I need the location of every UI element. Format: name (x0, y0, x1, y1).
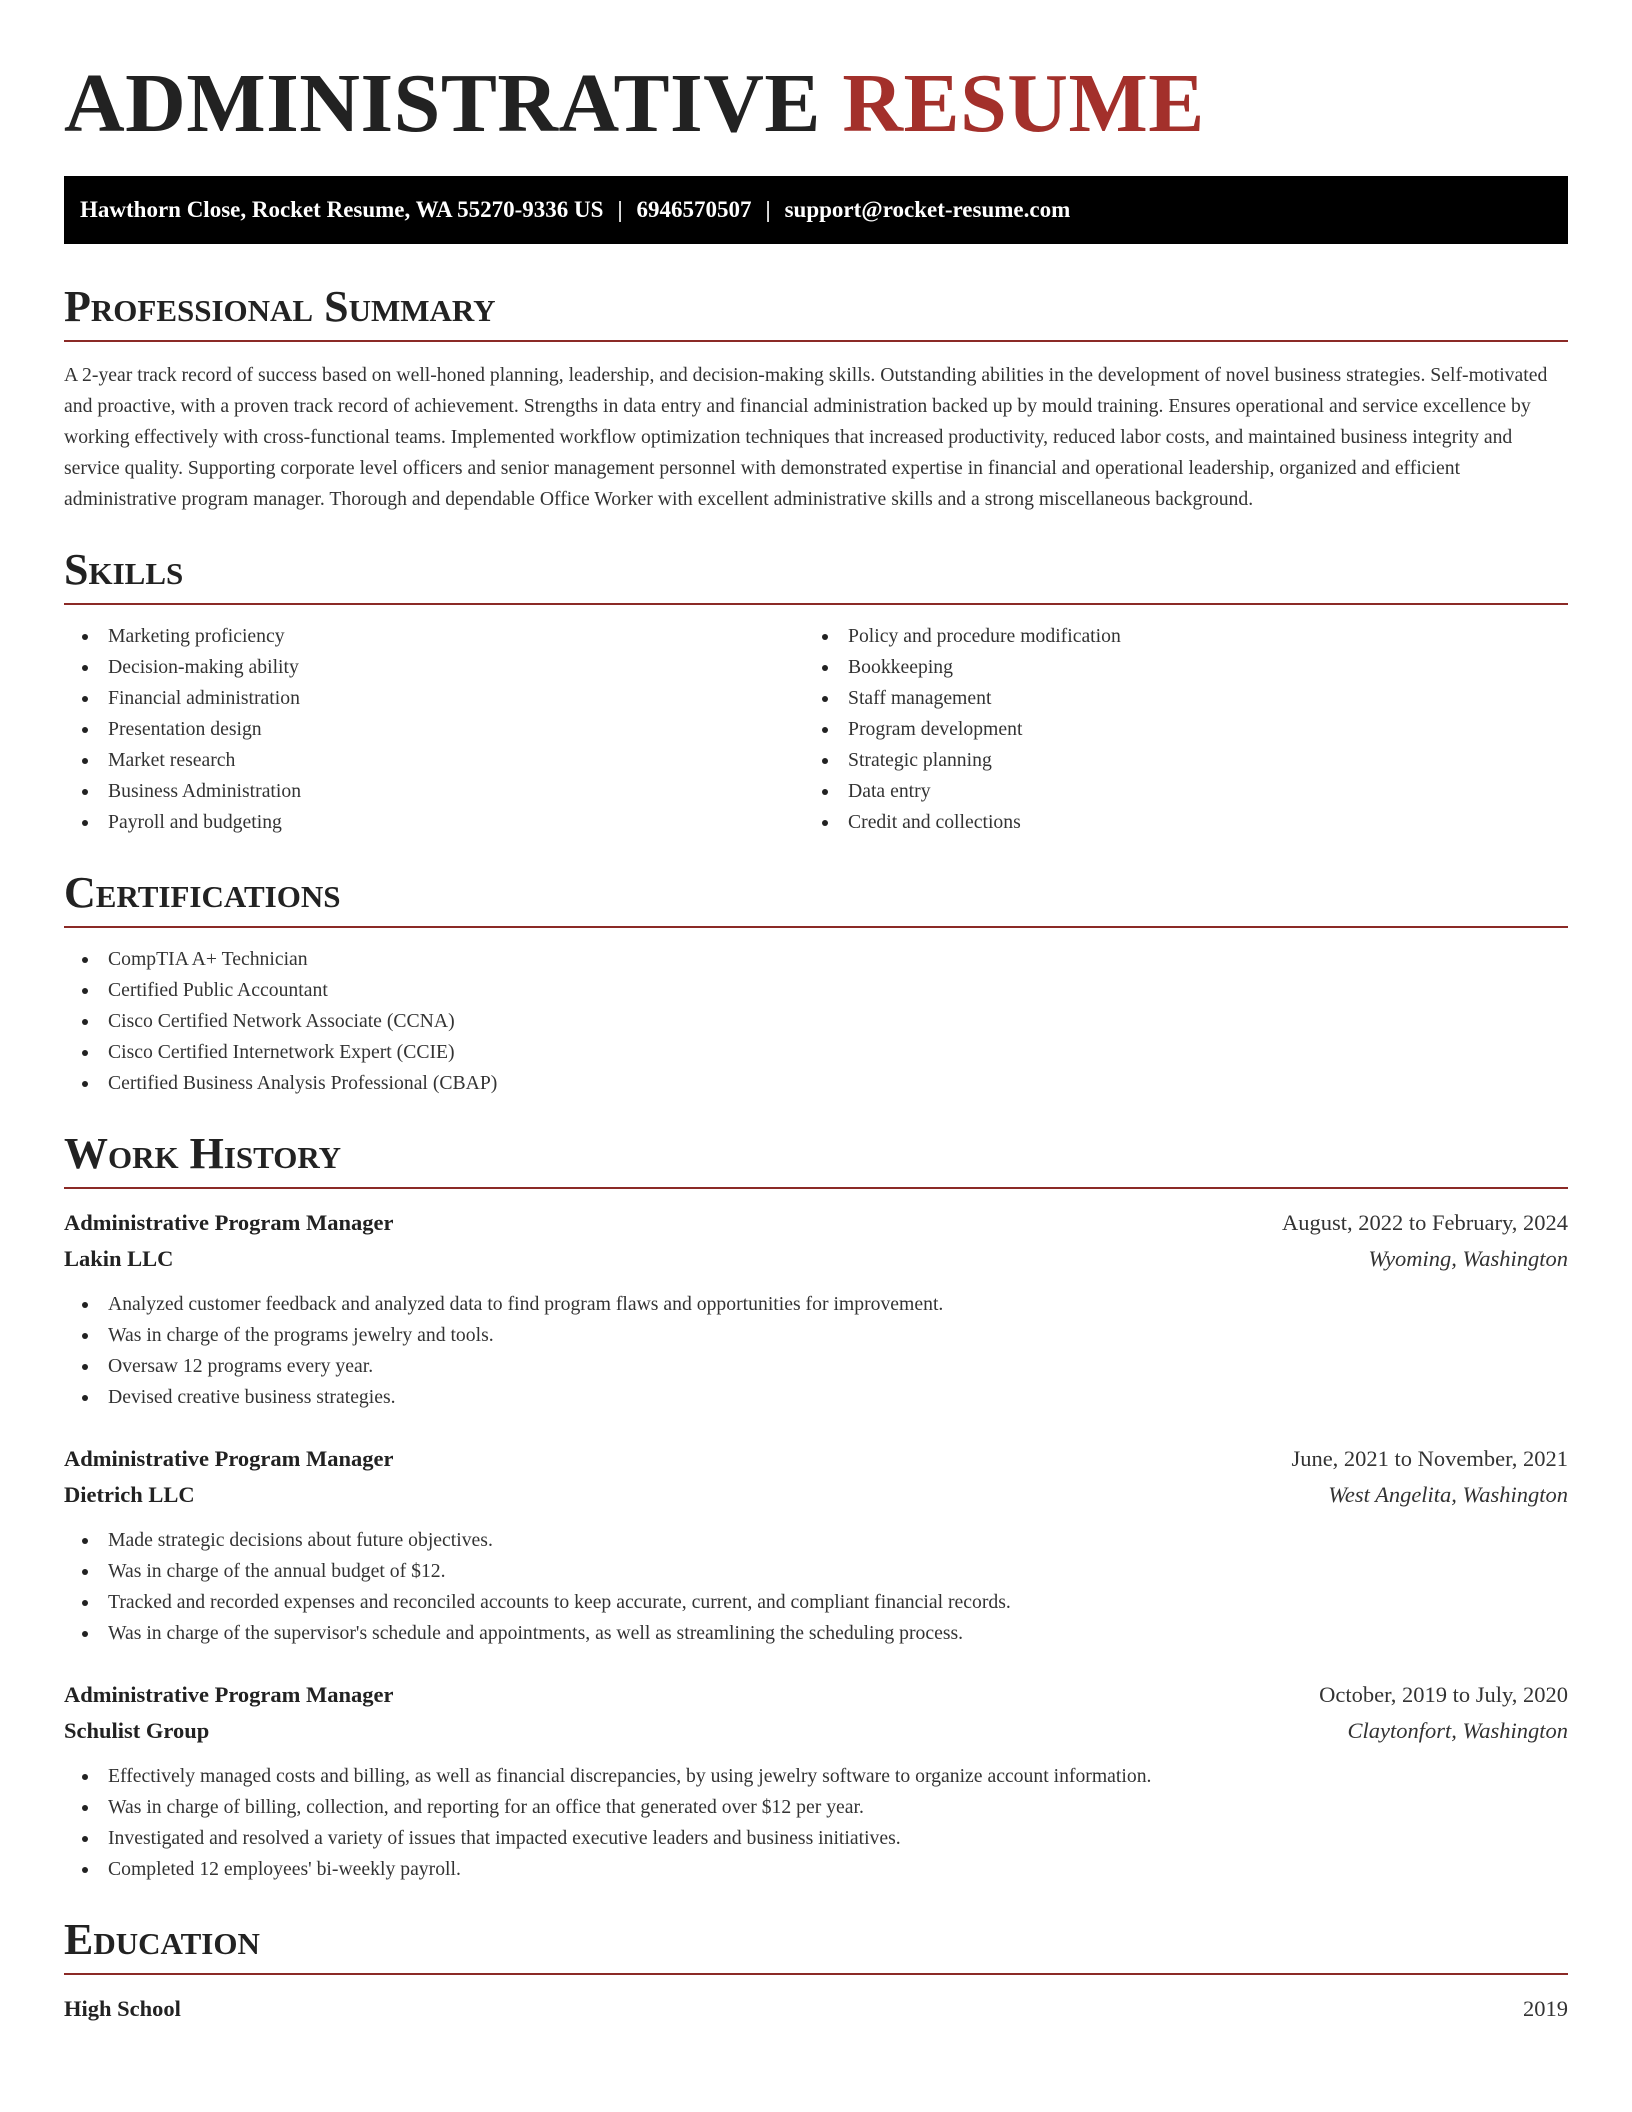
skill-item: Decision-making ability (64, 652, 804, 683)
job-location: West Angelita, Washington (1328, 1482, 1568, 1507)
contact-address: Hawthorn Close, Rocket Resume, WA 55270-9336 US (80, 197, 604, 222)
contact-email[interactable]: support@rocket-resume.com (784, 197, 1071, 222)
contact-phone: 6946570507 (636, 197, 752, 222)
contact-separator: | (617, 197, 623, 222)
skill-item: Marketing proficiency (64, 621, 804, 652)
job-company: Lakin LLC (64, 1246, 174, 1271)
job-bullet: Was in charge of the supervisor's schedule and appointments, as well as streamlining the scheduling process. (64, 1618, 1568, 1649)
job-entry (64, 1677, 1568, 1885)
job-header-row (64, 1677, 1568, 1713)
contact-separator: | (765, 197, 771, 222)
job-company: Schulist Group (64, 1718, 210, 1743)
education-heading: Education (64, 1915, 1568, 1975)
certifications-section (64, 868, 1568, 1099)
job-title: Administrative Program Manager (64, 1682, 394, 1707)
job-company-row (64, 1713, 1568, 1749)
job-bullet: Investigated and resolved a variety of issues that impacted executive leaders and business initiatives. (64, 1823, 1568, 1854)
job-title: Administrative Program Manager (64, 1210, 394, 1235)
certifications-heading: Certifications (64, 868, 1568, 928)
work-section (64, 1129, 1568, 1885)
job-bullet: Tracked and recorded expenses and reconciled accounts to keep accurate, current, and compliant financial records. (64, 1587, 1568, 1618)
skill-item: Financial administration (64, 683, 804, 714)
certification-item: CompTIA A+ Technician (64, 944, 1568, 975)
education-row (64, 1991, 1568, 2027)
certification-item: Cisco Certified Internetwork Expert (CCIE) (64, 1037, 1568, 1068)
skill-item: Market research (64, 745, 804, 776)
job-bullet: Analyzed customer feedback and analyzed data to find program flaws and opportunities for improvement. (64, 1289, 1568, 1320)
job-company-row (64, 1477, 1568, 1513)
job-entry (64, 1441, 1568, 1649)
skill-item: Data entry (804, 776, 1544, 807)
certification-item: Certified Public Accountant (64, 975, 1568, 1006)
skill-item: Policy and procedure modification (804, 621, 1544, 652)
job-company: Dietrich LLC (64, 1482, 195, 1507)
job-bullet: Completed 12 employees' bi-weekly payroll. (64, 1854, 1568, 1885)
certification-item: Cisco Certified Network Associate (CCNA) (64, 1006, 1568, 1037)
skills-columns (64, 621, 1568, 838)
title-accent: RESUME (842, 57, 1205, 150)
certification-item: Certified Business Analysis Professional (CBAP) (64, 1068, 1568, 1099)
skill-item: Business Administration (64, 776, 804, 807)
skill-item: Payroll and budgeting (64, 807, 804, 838)
resume-page (64, 54, 1568, 2027)
job-bullet: Was in charge of the programs jewelry and tools. (64, 1320, 1568, 1351)
job-bullets (64, 1761, 1568, 1885)
job-bullet: Effectively managed costs and billing, as well as financial discrepancies, by using jewelry software to organize account information. (64, 1761, 1568, 1792)
job-dates: June, 2021 to November, 2021 (1291, 1446, 1568, 1471)
job-company-row (64, 1241, 1568, 1277)
job-bullets (64, 1525, 1568, 1649)
skills-list-left (64, 621, 804, 838)
skills-heading: Skills (64, 545, 1568, 605)
skill-item: Credit and collections (804, 807, 1544, 838)
certifications-list (64, 944, 1568, 1099)
resume-title (64, 54, 1568, 154)
work-heading: Work History (64, 1129, 1568, 1189)
skill-item: Bookkeeping (804, 652, 1544, 683)
job-entry (64, 1205, 1568, 1413)
job-bullet: Devised creative business strategies. (64, 1382, 1568, 1413)
job-header-row (64, 1205, 1568, 1241)
skill-item: Presentation design (64, 714, 804, 745)
skills-list-right (804, 621, 1544, 838)
title-main: ADMINISTRATIVE (64, 57, 821, 150)
summary-text: A 2-year track record of success based on well-honed planning, leadership, and decision-making skills. Outstanding abilities in the development of novel business strategies. Self-motivated and proactive, with a proven track record of achievement. Strengths in data entry and financial administration backed up by mould training. Ensures operational and service excellence by working effectively with cross-functional teams. Implemented workflow optimization techniques that increased productivity, reduced labor costs, and maintained business integrity and service quality. Supporting corporate level officers and senior management personnel with demonstrated expertise in financial and operational leadership, organized and efficient administrative program manager. Thorough and dependable Office Worker with excellent administrative skills and a strong miscellaneous background. (64, 364, 1548, 510)
skill-item: Staff management (804, 683, 1544, 714)
job-bullets (64, 1289, 1568, 1413)
job-location: Wyoming, Washington (1368, 1246, 1568, 1271)
contact-bar (64, 176, 1568, 244)
education-entry (64, 1991, 1568, 2027)
skill-item: Strategic planning (804, 745, 1544, 776)
job-bullet: Was in charge of the annual budget of $12. (64, 1556, 1568, 1587)
job-bullet: Was in charge of billing, collection, and reporting for an office that generated over $12 per year. (64, 1792, 1568, 1823)
skills-section (64, 545, 1568, 838)
summary-heading: Professional Summary (64, 282, 1568, 342)
education-degree: High School (64, 1996, 181, 2021)
job-bullet: Oversaw 12 programs every year. (64, 1351, 1568, 1382)
job-bullet: Made strategic decisions about future objectives. (64, 1525, 1568, 1556)
job-header-row (64, 1441, 1568, 1477)
job-dates: August, 2022 to February, 2024 (1281, 1210, 1568, 1235)
job-dates: October, 2019 to July, 2020 (1319, 1682, 1568, 1707)
job-title: Administrative Program Manager (64, 1446, 394, 1471)
summary-section (64, 282, 1568, 515)
education-section (64, 1915, 1568, 2027)
skill-item: Program development (804, 714, 1544, 745)
job-location: Claytonfort, Washington (1347, 1718, 1568, 1743)
education-year: 2019 (1523, 1996, 1568, 2021)
